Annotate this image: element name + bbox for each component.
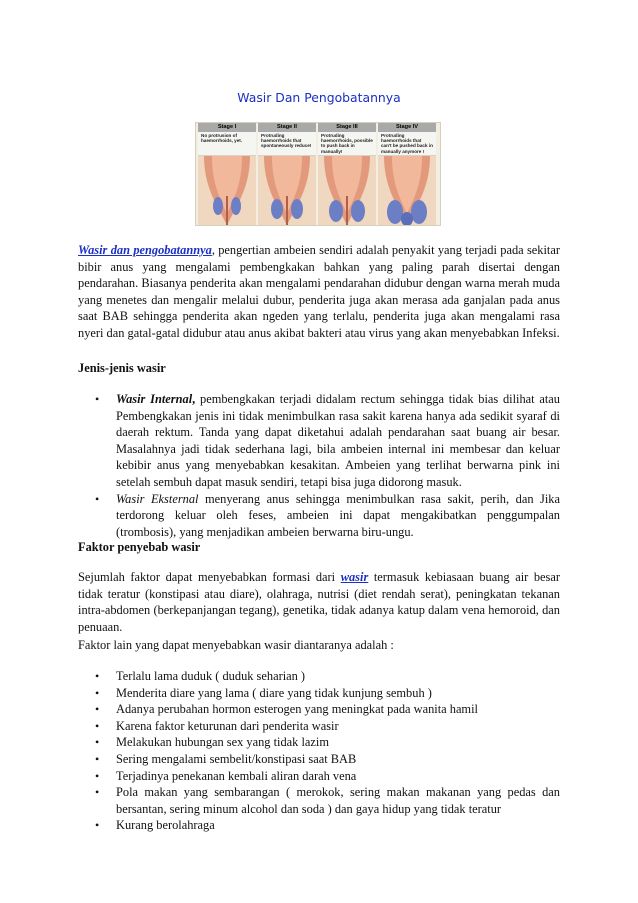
stage-1-illustration (198, 156, 256, 225)
bullet-icon: • (95, 768, 100, 783)
bullet-icon: • (95, 392, 100, 406)
cause-text: Sering mengalami sembelit/konstipasi saat BAB (116, 751, 357, 766)
stage-1-panel (198, 123, 256, 225)
stage-2-illustration (258, 156, 316, 225)
bullet-icon: • (95, 702, 100, 717)
stage-3-note: Protruding haemorrhoids, possible to push back in manually! (318, 132, 376, 156)
list-item (78, 718, 560, 735)
list-item (78, 491, 560, 541)
intro-link[interactable]: Wasir dan pengobatannya (78, 243, 212, 257)
stage-4-illustration (378, 156, 436, 225)
list-item (78, 817, 560, 834)
list-item (78, 751, 560, 768)
cause-text: Pola makan yang sembarangan ( merokok, sering makan makanan yang pedas dan bersantan, sering minum alcohol dan soda ) dan gaya hidup yang tidak teratur (116, 785, 560, 816)
bullet-icon: • (95, 669, 100, 683)
intro-paragraph (78, 242, 560, 342)
bullet-icon: • (95, 491, 100, 506)
cause-text: Menderita diare yang lama ( diare yang tidak kunjung sembuh ) (116, 685, 432, 700)
hemorrhoid-stages-figure (195, 122, 441, 226)
bullet-icon: • (95, 735, 100, 750)
causes-list (78, 668, 560, 834)
stage-2-note: Protruding haemorrhoids that spontaneously reduce! (258, 132, 316, 156)
bullet-icon: • (95, 785, 100, 800)
type-term: Wasir Eksternal (116, 491, 199, 506)
list-item (78, 668, 560, 685)
list-item (78, 768, 560, 785)
stage-1-note: No protrusion of haemorrhoids, yet. (198, 132, 256, 156)
cause-text: Kurang berolahraga (116, 818, 215, 833)
other-factors-intro: Faktor lain yang dapat menyebabkan wasir diantaranya adalah : (78, 638, 394, 652)
list-item (78, 734, 560, 751)
causes-text-after: termasuk kebiasaan buang air besar tidak teratur (konstipasi atau diare), olahraga, nutrisi (diet rendah serat), peningkatan tekanan intra-abdomen (berkepanjangan tegang), genetika, tidak adanya katup dalam vena hemoroid, dan penuaan. (78, 570, 560, 634)
stage-3-label: Stage III (318, 123, 376, 132)
causes-heading: Faktor penyebab wasir (78, 540, 201, 554)
cause-text: Karena faktor keturunan dari penderita wasir (116, 718, 339, 733)
stage-3-illustration (318, 156, 376, 225)
type-term-separator: , (192, 392, 196, 406)
intro-text: , pengertian ambeien sendiri adalah penyakit yang terjadi pada sekitar bibir anus yang mengalami pembengkakan bahkan yang paling parah disertai dengan pendarahan. Biasanya penderita akan mengalami pendarahan didubur dengan warna merah muda yang menetes dan mengalir melalui dubur, penderita juga akan merasa ada ganjalan pada anus saat BAB sehingga penderita akan ngeden yang terlalu, penderita juga akan mengalami rasa nyeri dan gatal-gatal didubur atau anus akibat bakteri atau virus yang akan menyebabkan Infeksi. (78, 243, 561, 340)
type-text: pembengkakan terjadi didalam rectum sehingga tidak bias dilihat atau Pembengkakan jenis ini tidak menimbulkan rasa sakit karena hanya ada sedikit syaraf di daerah rektum. Tanda yang dapat diketahui adalah pendarahan saat buang air besar. Masalahnya jadi tidak sederhana lagi, bila ambeien internal ini membesar dan keluar kebibir anus yang menyebabkan kesakitan. Ambeien yang terlihat berwarna pink ini setelah sembuh dapat masuk sendiri, tetapi bisa juga didorong masuk. (116, 392, 561, 489)
stage-4-note: Protruding haemorrhoids that can't be pushed back in manually anymore ! (378, 132, 436, 156)
types-list (78, 391, 560, 540)
page-title: Wasir Dan Pengobatannya (237, 90, 401, 105)
stage-3-panel (318, 123, 376, 225)
wasir-link[interactable]: wasir (340, 570, 369, 584)
type-text: menyerang anus sehingga menimbulkan rasa sakit, perih, dan Jika terdorong keluar oleh feses, ambeien ini dapat mengakibatkan penggumpalan (trombosis), yang menjadikan ambeien berwarna biru-ungu. (116, 491, 560, 539)
stage-4-label: Stage IV (378, 123, 436, 132)
bullet-icon: • (95, 685, 100, 700)
type-term: Wasir Internal (116, 392, 193, 406)
cause-text: Adanya perubahan hormon esterogen yang meningkat pada wanita hamil (116, 702, 478, 717)
list-item (78, 784, 560, 817)
stage-2-label: Stage II (258, 123, 316, 132)
cause-text: Terjadinya penekanan kembali aliran darah vena (116, 768, 357, 783)
bullet-icon: • (95, 718, 100, 733)
cause-text: Terlalu lama duduk ( duduk seharian ) (116, 669, 306, 683)
types-heading: Jenis-jenis wasir (78, 361, 166, 375)
list-item (78, 391, 560, 491)
causes-text-before: Sejumlah faktor dapat menyebabkan formasi dari (78, 570, 341, 584)
bullet-icon: • (95, 751, 100, 766)
stage-1-label: Stage I (198, 123, 256, 132)
cause-text: Melakukan hubungan sex yang tidak lazim (116, 735, 329, 750)
list-item (78, 685, 560, 702)
stage-2-panel (258, 123, 316, 225)
causes-paragraph (78, 569, 560, 635)
list-item (78, 701, 560, 718)
stage-4-panel (378, 123, 436, 225)
bullet-icon: • (95, 818, 100, 833)
